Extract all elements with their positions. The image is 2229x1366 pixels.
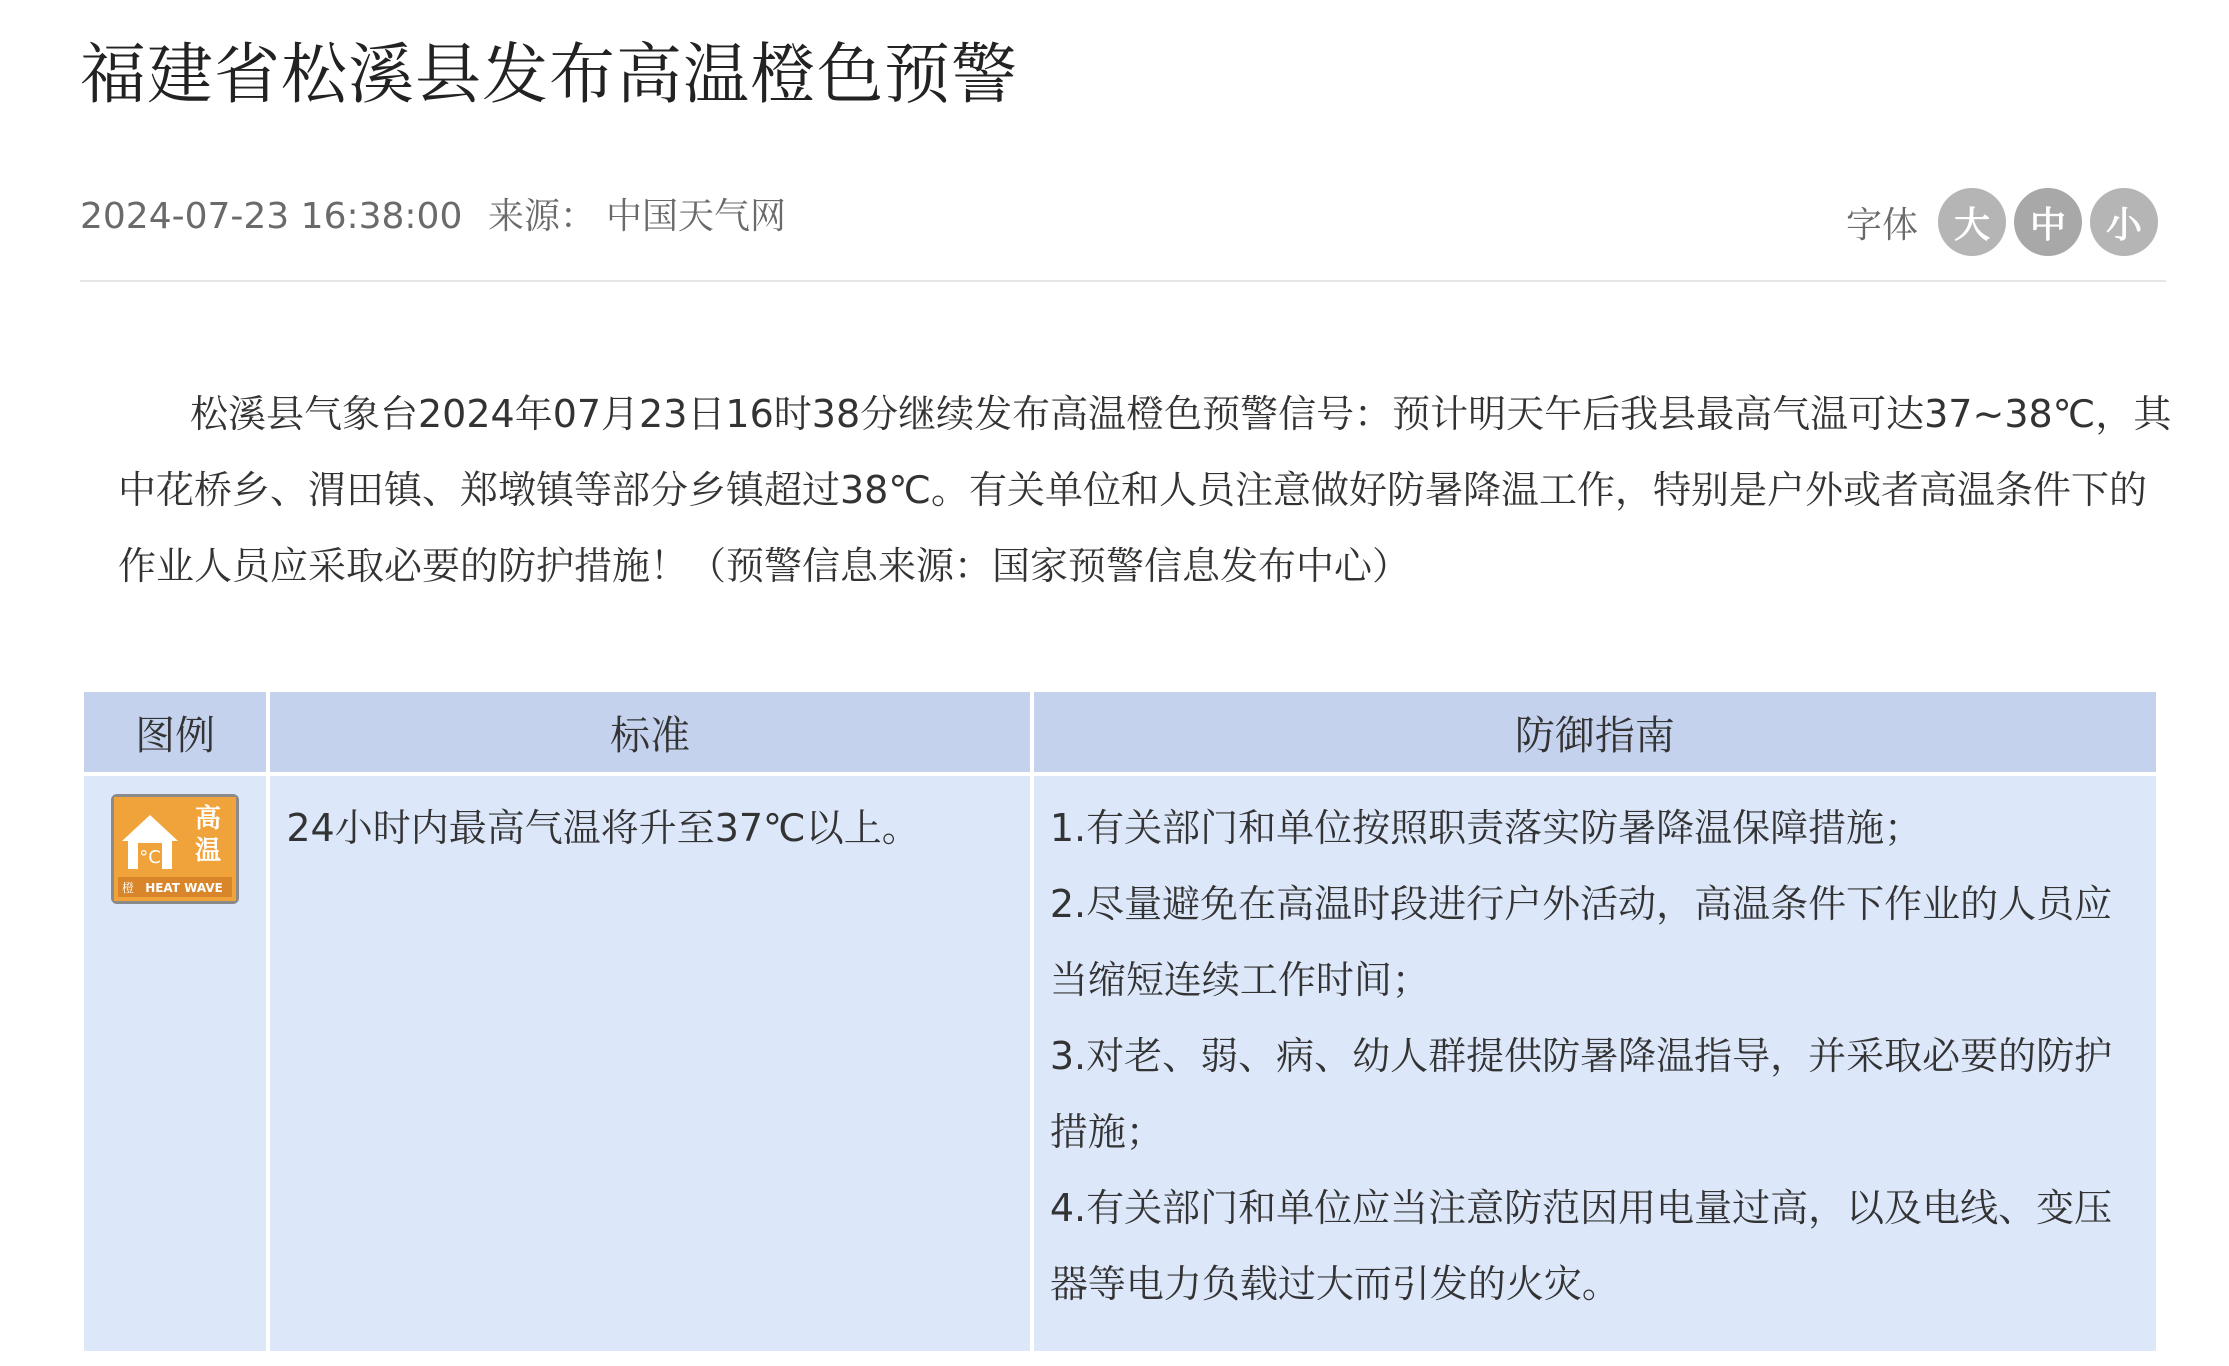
warning-guide-table: [80, 688, 2160, 1355]
font-size-label: 字体: [1845, 204, 1918, 246]
icon-cell: [84, 776, 266, 1351]
publish-date: 2024-07-23 16:38:00: [80, 196, 463, 237]
page-title: 福建省松溪县发布高温橙色预警: [80, 36, 1018, 113]
standard-cell: 24小时内最高气温将升至37℃以上。: [270, 776, 1029, 1351]
icon-heat-wave-text: HEAT WAVE: [145, 881, 223, 895]
font-size-medium-button[interactable]: 中: [2014, 188, 2082, 256]
icon-level-text: 橙: [122, 881, 135, 895]
header-standard: 标准: [270, 692, 1029, 772]
font-size-small-button[interactable]: 小: [2090, 188, 2158, 256]
guide-item-1: 1.有关部门和单位按照职责落实防暑降温保障措施；: [1049, 806, 1923, 850]
heat-wave-icon-graphic: [114, 797, 236, 901]
degree-text: °C: [139, 847, 161, 868]
guide-item-2: 2.尽量避免在高温时段进行户外活动，高温条件下作业的人员应当缩短连续工作时间；: [1049, 882, 2113, 1002]
font-size-large-button[interactable]: 大: [1938, 188, 2006, 256]
header-icon: 图例: [84, 692, 266, 772]
article-meta: [80, 184, 2166, 282]
header-guide: 防御指南: [1034, 692, 2156, 772]
table-header-row: [84, 692, 2156, 772]
guide-item-3: 3.对老、弱、病、幼人群提供防暑降温指导，并采取必要的防护措施；: [1049, 1034, 2113, 1154]
heat-wave-orange-icon: [111, 794, 239, 904]
guide-item-4: 4.有关部门和单位应当注意防范因用电量过高，以及电线、变压器等电力负载过大而引发的火灾。: [1049, 1186, 2113, 1306]
icon-char-1: 高: [195, 804, 222, 834]
guide-cell: [1034, 776, 2156, 1351]
icon-char-2: 温: [195, 836, 222, 866]
font-size-control: [1846, 188, 2158, 256]
source-label: 来源：: [488, 196, 597, 237]
table-row: [84, 776, 2156, 1351]
source-name: 中国天气网: [606, 196, 787, 237]
article-body: 松溪县气象台2024年07月23日16时38分继续发布高温橙色预警信号：预计明天午后我县最高气温可达37~38℃，其中花桥乡、渭田镇、郑墩镇等部分乡镇超过38℃。有关单位和人员注意做好防暑降温工作，特别是户外或者高温条件下的作业人员应采取必要的防护措施！（预警信息来源：国家预警信息发布中心）: [118, 392, 2172, 588]
